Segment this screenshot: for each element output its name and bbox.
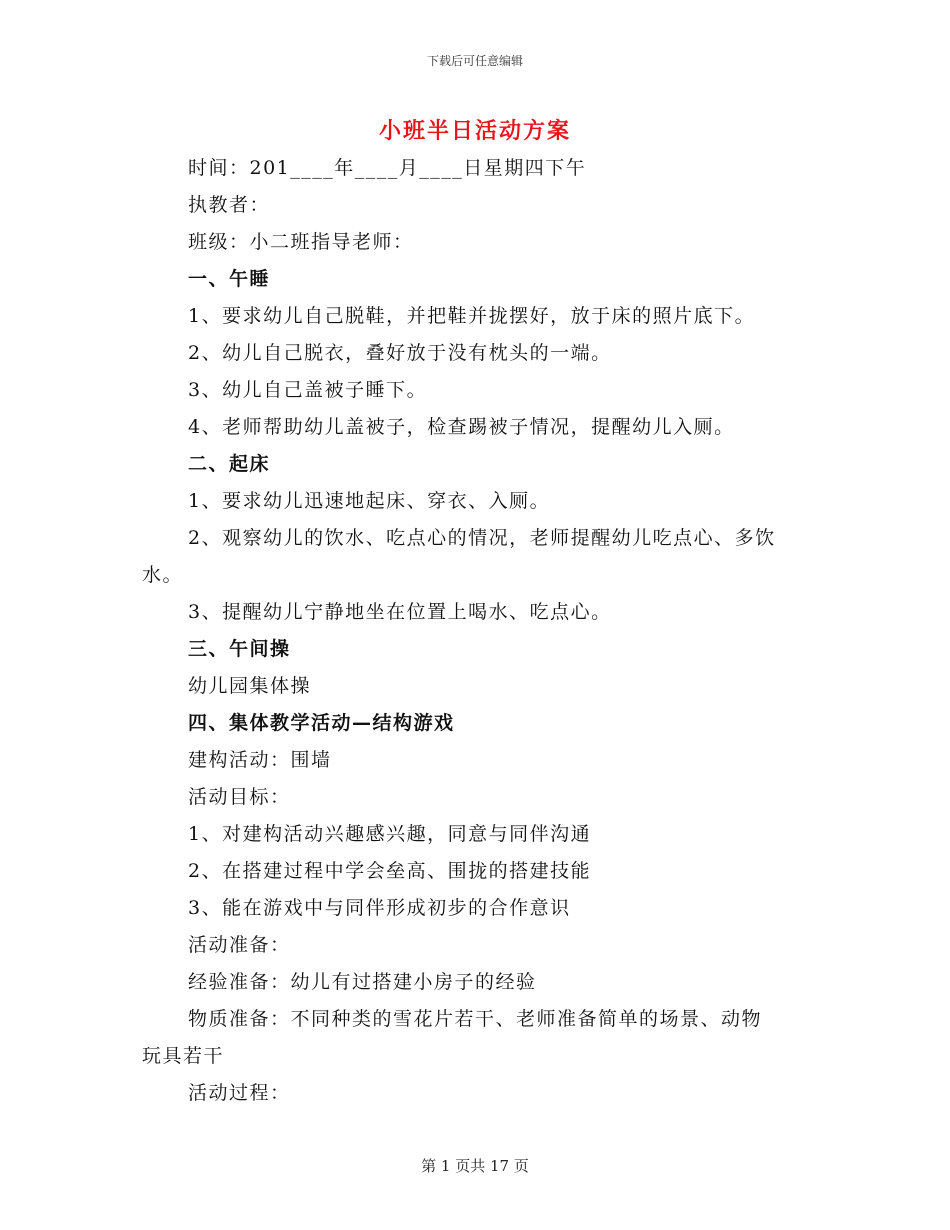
paragraph: 2、幼儿自己脱衣，叠好放于没有枕头的一端。 [188,342,612,364]
paragraph: 3、幼儿自己盖被子睡下。 [188,379,428,401]
teacher-line: 执教者： [188,194,271,216]
paragraph-continuation: 玩具若干 [142,1045,225,1067]
paragraph: 幼儿园集体操 [188,675,312,697]
section-heading-wakeup: 二、起床 [188,453,271,475]
page-number-footer: 第 1 页共 17 页 [421,1157,529,1175]
paragraph: 活动过程： [188,1082,291,1104]
paragraph-continuation: 水。 [142,564,184,586]
paragraph: 4、老师帮助幼儿盖被子，检查踢被子情况，提醒幼儿入厕。 [188,416,735,438]
section-heading-teaching: 四、集体教学活动—结构游戏 [188,712,455,734]
paragraph: 1、要求幼儿迅速地起床、穿衣、入厕。 [188,490,551,512]
section-heading-nap: 一、午睡 [188,268,271,290]
paragraph: 2、观察幼儿的饮水、吃点心的情况，老师提醒幼儿吃点心、多饮 [188,527,776,549]
paragraph: 活动目标： [188,786,291,808]
paragraph: 经验准备：幼儿有过搭建小房子的经验 [188,971,537,993]
class-line: 班级：小二班指导老师： [188,231,414,253]
paragraph: 物质准备：不同种类的雪花片若干、老师准备简单的场景、动物 [188,1008,763,1030]
paragraph: 1、对建构活动兴趣感兴趣，同意与同伴沟通 [188,823,592,845]
paragraph: 活动准备： [188,934,291,956]
time-line: 时间：201____年____月____日星期四下午 [188,157,587,179]
paragraph: 1、要求幼儿自己脱鞋，并把鞋并拢摆好，放于床的照片底下。 [188,305,756,327]
paragraph: 2、在搭建过程中学会垒高、围拢的搭建技能 [188,860,592,882]
paragraph: 3、能在游戏中与同伴形成初步的合作意识 [188,897,571,919]
section-heading-exercise: 三、午间操 [188,638,291,660]
running-head: 下载后可任意编辑 [426,54,523,68]
paragraph: 建构活动：围墙 [188,749,332,771]
paragraph: 3、提醒幼儿宁静地坐在位置上喝水、吃点心。 [188,601,612,623]
document-body [142,150,810,1112]
document-title: 小班半日活动方案 [378,118,571,144]
